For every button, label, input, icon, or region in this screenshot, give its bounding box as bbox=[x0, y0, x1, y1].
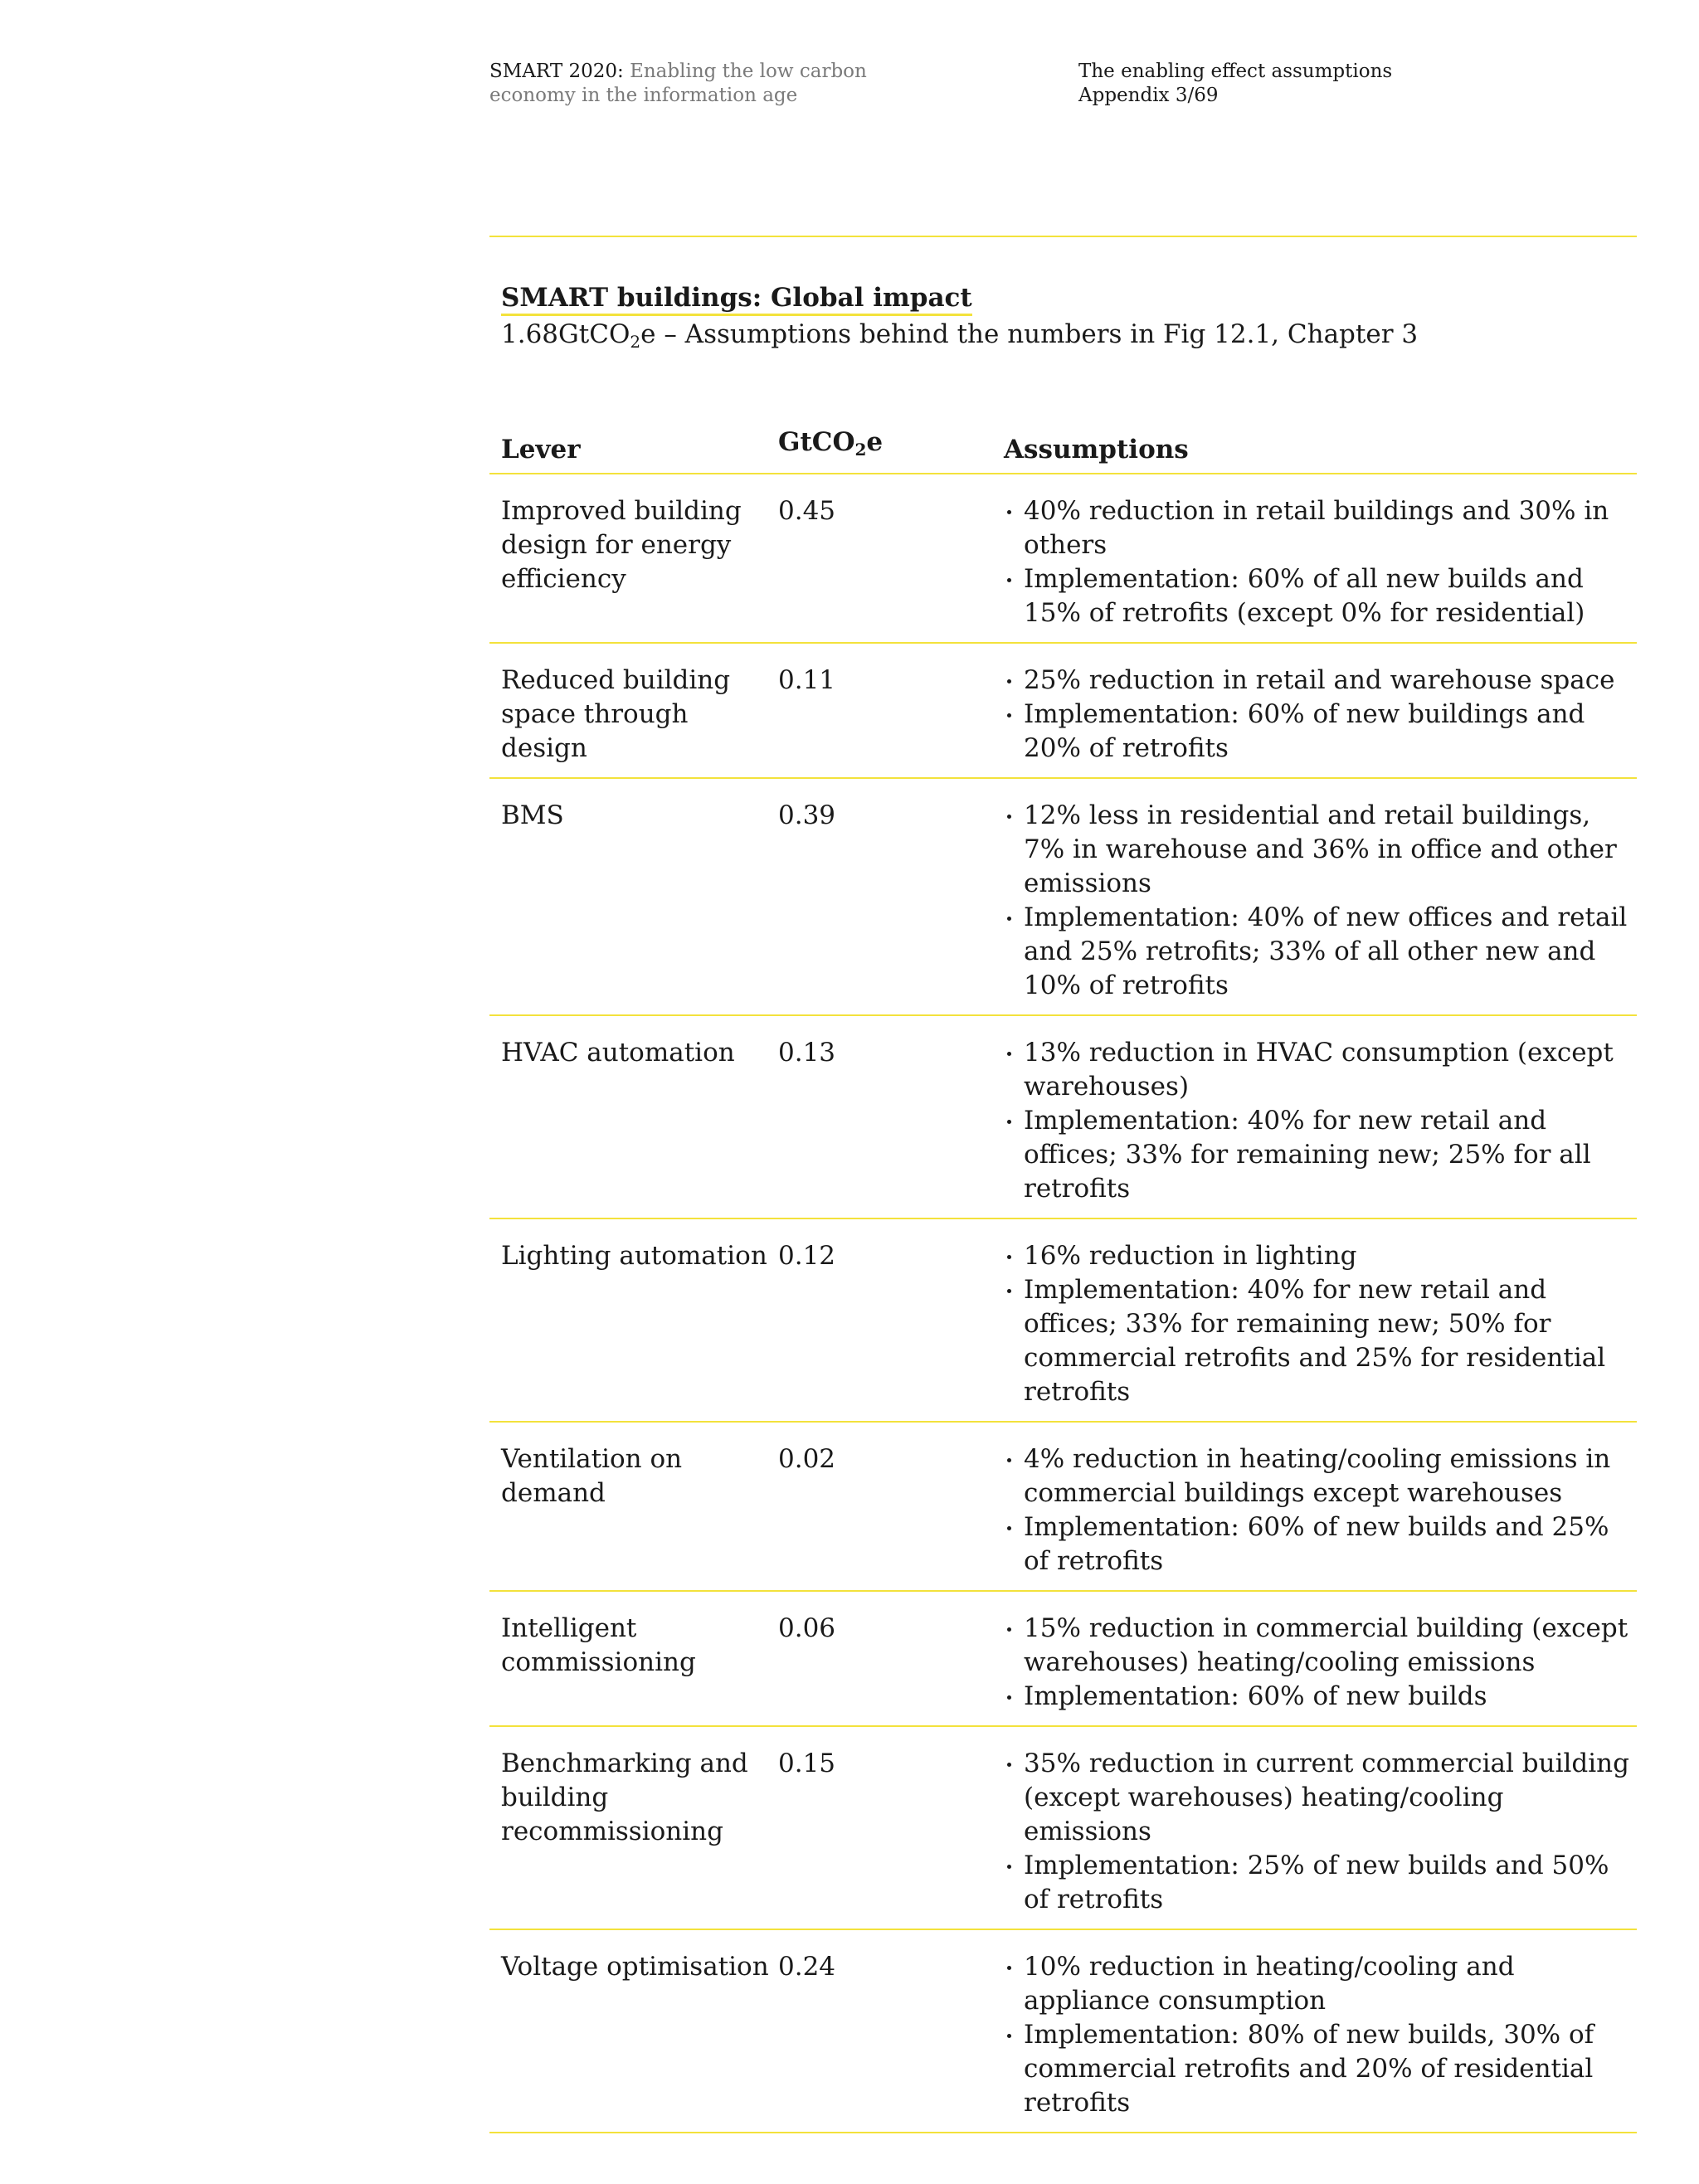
assumptions-list bbox=[1004, 494, 1637, 630]
assumptions-cell bbox=[1000, 1442, 1637, 1578]
assumption-item: 25% reduction in retail and warehouse space bbox=[1004, 664, 1637, 698]
assumptions-cell bbox=[1000, 1239, 1637, 1409]
header-value-prefix: GtCO bbox=[778, 427, 855, 457]
value-cell: 0.11 bbox=[778, 665, 836, 695]
assumptions-cell bbox=[1000, 1612, 1637, 1714]
lever-cell: Ventilation on demand bbox=[501, 1444, 683, 1508]
assumptions-cell bbox=[1000, 1950, 1637, 2120]
header-value-subscript: 2 bbox=[854, 440, 867, 460]
value-cell: 0.15 bbox=[778, 1749, 836, 1778]
assumptions-list bbox=[1004, 1612, 1637, 1714]
header-lever: Lever bbox=[501, 435, 581, 465]
table-row bbox=[489, 1219, 1637, 1423]
header-value-suffix: e bbox=[866, 427, 884, 457]
page-reference: Appendix 3/69 bbox=[1078, 85, 1219, 106]
assumptions-cell bbox=[1000, 494, 1637, 630]
assumption-item: Implementation: 60% of all new builds and 15% of retrofits (except 0% for residential) bbox=[1004, 562, 1637, 630]
assumption-item: 10% reduction in heating/cooling and appliance consumption bbox=[1004, 1950, 1637, 2018]
assumption-item: 13% reduction in HVAC consumption (except warehouses) bbox=[1004, 1036, 1637, 1104]
assumption-item: 40% reduction in retail buildings and 30% in others bbox=[1004, 494, 1637, 562]
publication-subtitle-line1: Enabling the low carbon bbox=[630, 61, 867, 82]
value-cell: 0.45 bbox=[778, 496, 836, 526]
running-header-right bbox=[1078, 60, 1543, 108]
value-cell: 0.06 bbox=[778, 1613, 836, 1643]
value-cell: 0.13 bbox=[778, 1038, 836, 1068]
assumptions-list bbox=[1004, 1747, 1637, 1917]
assumption-item: Implementation: 40% of new offices and retail and 25% retrofits; 33% of all other new and 10% of retrofits bbox=[1004, 901, 1637, 1003]
assumptions-cell bbox=[1000, 799, 1637, 1003]
value-cell: 0.12 bbox=[778, 1241, 836, 1271]
title-block bbox=[501, 282, 1629, 358]
assumption-item: 16% reduction in lighting bbox=[1004, 1239, 1637, 1273]
value-cell: 0.24 bbox=[778, 1952, 836, 1982]
assumption-item: 4% reduction in heating/cooling emissions in commercial buildings except warehouses bbox=[1004, 1442, 1637, 1510]
assumptions-cell bbox=[1000, 1747, 1637, 1917]
assumption-item: Implementation: 60% of new buildings and 20% of retrofits bbox=[1004, 698, 1637, 766]
lever-cell: HVAC automation bbox=[501, 1038, 735, 1068]
table-row bbox=[489, 1592, 1637, 1727]
assumption-item: Implementation: 60% of new builds bbox=[1004, 1680, 1637, 1714]
table-row bbox=[489, 779, 1637, 1016]
page-subtitle bbox=[501, 318, 1629, 358]
table-header-row bbox=[489, 426, 1637, 474]
assumption-item: Implementation: 25% of new builds and 50% of retrofits bbox=[1004, 1849, 1637, 1917]
value-cell: 0.39 bbox=[778, 800, 836, 830]
running-header-left bbox=[489, 60, 954, 108]
publication-subtitle-line2: economy in the information age bbox=[489, 85, 798, 106]
assumptions-list bbox=[1004, 664, 1637, 766]
table-row bbox=[489, 1727, 1637, 1930]
publication-name: SMART 2020: bbox=[489, 61, 624, 82]
lever-cell: Improved building design for energy efficiency bbox=[501, 496, 742, 594]
top-divider bbox=[489, 236, 1637, 237]
assumption-item: 35% reduction in current commercial building (except warehouses) heating/cooling emissions bbox=[1004, 1747, 1637, 1849]
assumption-item: Implementation: 40% for new retail and offices; 33% for remaining new; 50% for commercial retrofits and 25% for residential retrofits bbox=[1004, 1273, 1637, 1409]
subtitle-prefix: 1.68GtCO bbox=[501, 319, 630, 349]
table-body bbox=[489, 474, 1637, 2133]
subtitle-subscript: 2 bbox=[630, 332, 641, 352]
assumption-item: 12% less in residential and retail buildings, 7% in warehouse and 36% in office and other emissions bbox=[1004, 799, 1637, 901]
assumptions-cell bbox=[1000, 664, 1637, 766]
assumption-item: Implementation: 80% of new builds, 30% of commercial retrofits and 20% of residential retrofits bbox=[1004, 2018, 1637, 2120]
value-cell: 0.02 bbox=[778, 1444, 836, 1474]
lever-cell: Benchmarking and building recommissioning bbox=[501, 1749, 748, 1846]
assumptions-list bbox=[1004, 1950, 1637, 2120]
assumptions-list bbox=[1004, 1442, 1637, 1578]
assumptions-cell bbox=[1000, 1036, 1637, 1206]
lever-cell: Reduced building space through design bbox=[501, 665, 731, 763]
assumption-item: Implementation: 40% for new retail and offices; 33% for remaining new; 25% for all retrofits bbox=[1004, 1104, 1637, 1206]
assumptions-table bbox=[489, 426, 1637, 2133]
lever-cell: Lighting automation bbox=[501, 1241, 767, 1271]
assumption-item: 15% reduction in commercial building (except warehouses) heating/cooling emissions bbox=[1004, 1612, 1637, 1680]
section-name: The enabling effect assumptions bbox=[1078, 61, 1393, 82]
lever-cell: Voltage optimisation bbox=[501, 1952, 769, 1982]
subtitle-suffix: e – Assumptions behind the numbers in Fig 12.1, Chapter 3 bbox=[640, 319, 1419, 349]
lever-cell: Intelligent commissioning bbox=[501, 1613, 696, 1677]
table-row bbox=[489, 644, 1637, 779]
header-assumptions: Assumptions bbox=[1004, 435, 1189, 465]
page-title: SMART buildings: Global impact bbox=[501, 282, 972, 316]
assumptions-list bbox=[1004, 799, 1637, 1003]
table-row bbox=[489, 1930, 1637, 2133]
table-row bbox=[489, 1423, 1637, 1592]
lever-cell: BMS bbox=[501, 800, 564, 830]
header-value bbox=[772, 426, 1000, 466]
table-row bbox=[489, 474, 1637, 644]
table-row bbox=[489, 1016, 1637, 1219]
assumptions-list bbox=[1004, 1036, 1637, 1206]
assumptions-list bbox=[1004, 1239, 1637, 1409]
assumption-item: Implementation: 60% of new builds and 25% of retrofits bbox=[1004, 1510, 1637, 1578]
